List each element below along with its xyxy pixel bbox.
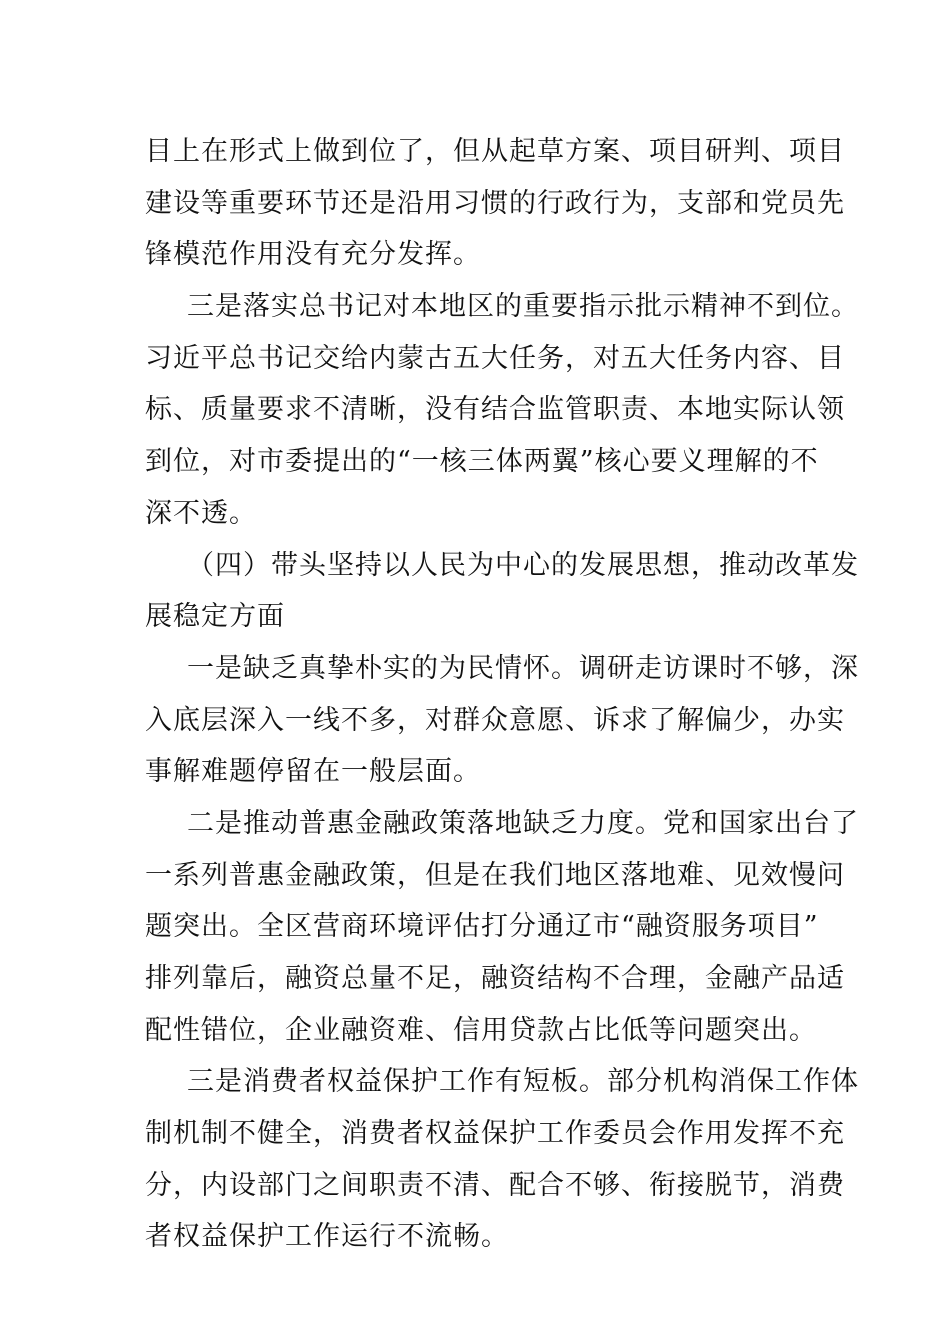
section-heading-line: （四）带头坚持以人民为中心的发展思想，推动改革发 — [187, 549, 859, 581]
text-line: 者权益保护工作运行不流畅。 — [145, 1221, 509, 1253]
paragraph-start-line: 二是推动普惠金融政策落地缺乏力度。党和国家出台了 — [187, 807, 859, 839]
paragraph-start-line: 一是缺乏真挚朴实的为民情怀。调研走访课时不够，深 — [187, 652, 859, 684]
text-line: 事解难题停留在一般层面。 — [145, 756, 481, 788]
section-heading-line: 展稳定方面 — [145, 601, 285, 633]
text-line: 习近平总书记交给内蒙古五大任务，对五大任务内容、目 — [145, 342, 845, 374]
text-line: 题突出。全区营商环境评估打分通辽市“融资服务项目” — [145, 911, 819, 943]
text-line: 一系列普惠金融政策，但是在我们地区落地难、见效慢问 — [145, 859, 845, 891]
text-line: 深不透。 — [145, 497, 257, 529]
paragraph-start-line: 三是落实总书记对本地区的重要指示批示精神不到位。 — [187, 291, 859, 323]
text-line: 分，内设部门之间职责不清、配合不够、衔接脱节，消费 — [145, 1169, 845, 1201]
document-body — [145, 126, 859, 1263]
text-line: 标、质量要求不清晰，没有结合监管职责、本地实际认领 — [145, 394, 845, 426]
text-line: 锋模范作用没有充分发挥。 — [145, 239, 481, 271]
text-line: 建设等重要环节还是沿用习惯的行政行为，支部和党员先 — [145, 187, 845, 219]
text-line: 入底层深入一线不多，对群众意愿、诉求了解偏少，办实 — [145, 704, 845, 736]
text-line: 目上在形式上做到位了，但从起草方案、项目研判、项目 — [145, 136, 845, 167]
text-line: 排列靠后，融资总量不足，融资结构不合理，金融产品适 — [145, 963, 845, 994]
text-line: 配性错位，企业融资难、信用贷款占比低等问题突出。 — [145, 1014, 817, 1046]
paragraph-start-line: 三是消费者权益保护工作有短板。部分机构消保工作体 — [187, 1066, 859, 1098]
text-line: 制机制不健全，消费者权益保护工作委员会作用发挥不充 — [145, 1118, 845, 1150]
text-line: 到位，对市委提出的“一核三体两翼”核心要义理解的不 — [145, 446, 819, 478]
